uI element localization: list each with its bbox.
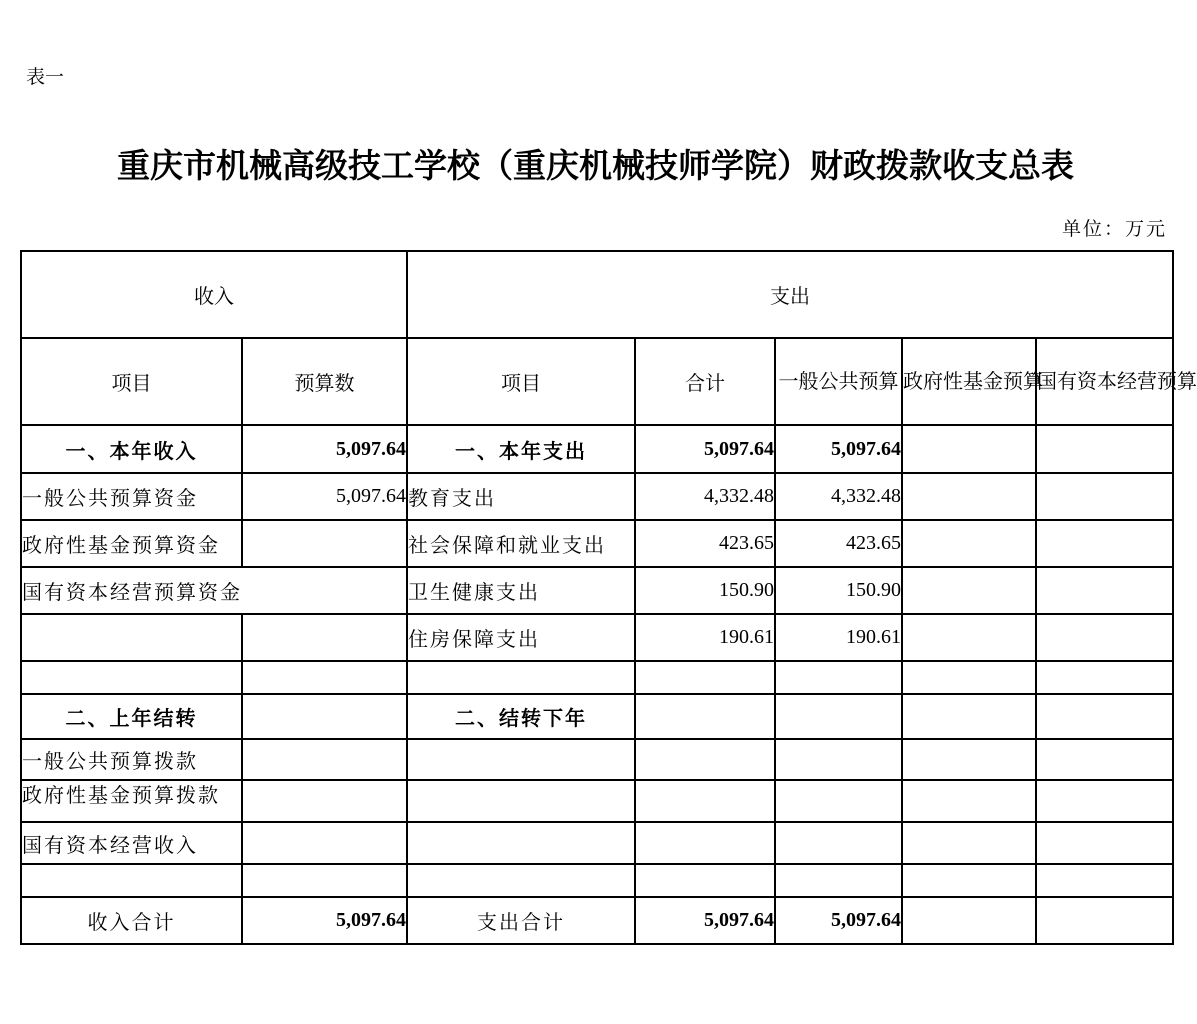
expense-total: 423.65	[635, 520, 775, 567]
expense-general	[775, 780, 902, 822]
col-income-item: 项目	[21, 338, 242, 425]
table-row	[21, 739, 1173, 780]
income-amount	[242, 520, 407, 567]
expense-state-capital	[1036, 567, 1173, 614]
column-header-row	[21, 338, 1173, 425]
col-general-budget: 一般公共预算	[775, 338, 902, 425]
expense-gov-fund	[902, 822, 1036, 864]
income-item: 国有资本经营收入	[21, 822, 242, 864]
table-number: 表一	[26, 66, 65, 88]
expense-general	[775, 864, 902, 897]
expense-general: 5,097.64	[775, 425, 902, 473]
expense-state-capital	[1036, 694, 1173, 739]
income-item: 一般公共预算资金	[21, 473, 242, 520]
income-item	[21, 661, 242, 694]
expense-item: 二、结转下年	[407, 694, 635, 739]
expense-state-capital	[1036, 614, 1173, 661]
expense-general	[775, 694, 902, 739]
expense-gov-fund	[902, 661, 1036, 694]
expense-general	[775, 822, 902, 864]
expense-total	[635, 694, 775, 739]
group-header-row	[21, 251, 1173, 338]
col-state-capital-budget: 国有资本经营预算	[1036, 338, 1173, 425]
income-total-amount: 5,097.64	[242, 897, 407, 944]
expense-gov-fund	[902, 780, 1036, 822]
table-row	[21, 473, 1173, 520]
expense-total	[635, 864, 775, 897]
income-amount	[242, 864, 407, 897]
expense-gov-fund	[902, 739, 1036, 780]
income-amount: 5,097.64	[242, 425, 407, 473]
expense-state-capital	[1036, 661, 1173, 694]
expense-general	[775, 661, 902, 694]
expense-general-total: 5,097.64	[775, 897, 902, 944]
expense-gov-fund	[902, 473, 1036, 520]
income-item: 一、本年收入	[21, 425, 242, 473]
expense-state-capital	[1036, 780, 1173, 822]
expense-item	[407, 864, 635, 897]
expense-state-capital	[1036, 739, 1173, 780]
table-row	[21, 520, 1173, 567]
expense-total-label: 支出合计	[407, 897, 635, 944]
expense-general: 423.65	[775, 520, 902, 567]
col-expense-item: 项目	[407, 338, 635, 425]
expense-general	[775, 739, 902, 780]
expense-group-header: 支出	[407, 251, 1173, 338]
expense-total	[635, 661, 775, 694]
income-amount	[242, 614, 407, 661]
table-row	[21, 567, 1173, 614]
income-amount: 5,097.64	[242, 473, 407, 520]
expense-gov-fund	[902, 425, 1036, 473]
table-row	[21, 661, 1173, 694]
table-row	[21, 425, 1173, 473]
expense-gov-fund	[902, 520, 1036, 567]
income-group-header: 收入	[21, 251, 407, 338]
income-item-text: 政府性基金预算拨款	[22, 783, 220, 807]
table-row	[21, 822, 1173, 864]
expense-total	[635, 822, 775, 864]
expense-total: 5,097.64	[635, 425, 775, 473]
expense-general: 150.90	[775, 567, 902, 614]
expense-general: 190.61	[775, 614, 902, 661]
expense-item: 教育支出	[407, 473, 635, 520]
expense-item: 住房保障支出	[407, 614, 635, 661]
budget-table	[20, 250, 1197, 945]
income-item	[21, 864, 242, 897]
expense-total	[635, 780, 775, 822]
expense-state-capital	[1036, 822, 1173, 864]
expense-general: 4,332.48	[775, 473, 902, 520]
expense-total-amount: 5,097.64	[635, 897, 775, 944]
income-item: 二、上年结转	[21, 694, 242, 739]
expense-total	[635, 739, 775, 780]
col-income-budget: 预算数	[242, 338, 407, 425]
income-amount	[242, 739, 407, 780]
expense-item	[407, 822, 635, 864]
table-row	[21, 614, 1173, 661]
expense-gov-fund-total	[902, 897, 1036, 944]
income-amount	[242, 694, 407, 739]
income-item	[21, 780, 242, 822]
expense-total: 150.90	[635, 567, 775, 614]
col-gov-fund-budget: 政府性基金预算	[902, 338, 1036, 425]
expense-item	[407, 780, 635, 822]
table-row	[21, 694, 1173, 739]
expense-state-capital-total	[1036, 897, 1173, 944]
expense-item	[407, 661, 635, 694]
expense-gov-fund	[902, 567, 1036, 614]
income-amount	[242, 661, 407, 694]
income-item: 一般公共预算拨款	[21, 739, 242, 780]
income-total-label: 收入合计	[21, 897, 242, 944]
income-amount	[242, 780, 407, 822]
expense-state-capital	[1036, 520, 1173, 567]
expense-total: 190.61	[635, 614, 775, 661]
expense-total: 4,332.48	[635, 473, 775, 520]
expense-item: 一、本年支出	[407, 425, 635, 473]
income-amount	[242, 822, 407, 864]
expense-item: 社会保障和就业支出	[407, 520, 635, 567]
expense-state-capital	[1036, 425, 1173, 473]
page-title: 重庆市机械高级技工学校（重庆机械技师学院）财政拨款收支总表	[117, 146, 1074, 185]
expense-item: 卫生健康支出	[407, 567, 635, 614]
expense-state-capital	[1036, 473, 1173, 520]
income-item: 国有资本经营预算资金	[21, 567, 407, 614]
income-item: 政府性基金预算资金	[21, 520, 242, 567]
expense-gov-fund	[902, 694, 1036, 739]
expense-gov-fund	[902, 614, 1036, 661]
col-total: 合计	[635, 338, 775, 425]
expense-state-capital	[1036, 864, 1173, 897]
unit-label: 单位：万元	[1061, 218, 1167, 240]
expense-item	[407, 739, 635, 780]
table-row	[21, 864, 1173, 897]
income-item	[21, 614, 242, 661]
totals-row	[21, 897, 1173, 944]
expense-gov-fund	[902, 864, 1036, 897]
table-row	[21, 780, 1173, 822]
